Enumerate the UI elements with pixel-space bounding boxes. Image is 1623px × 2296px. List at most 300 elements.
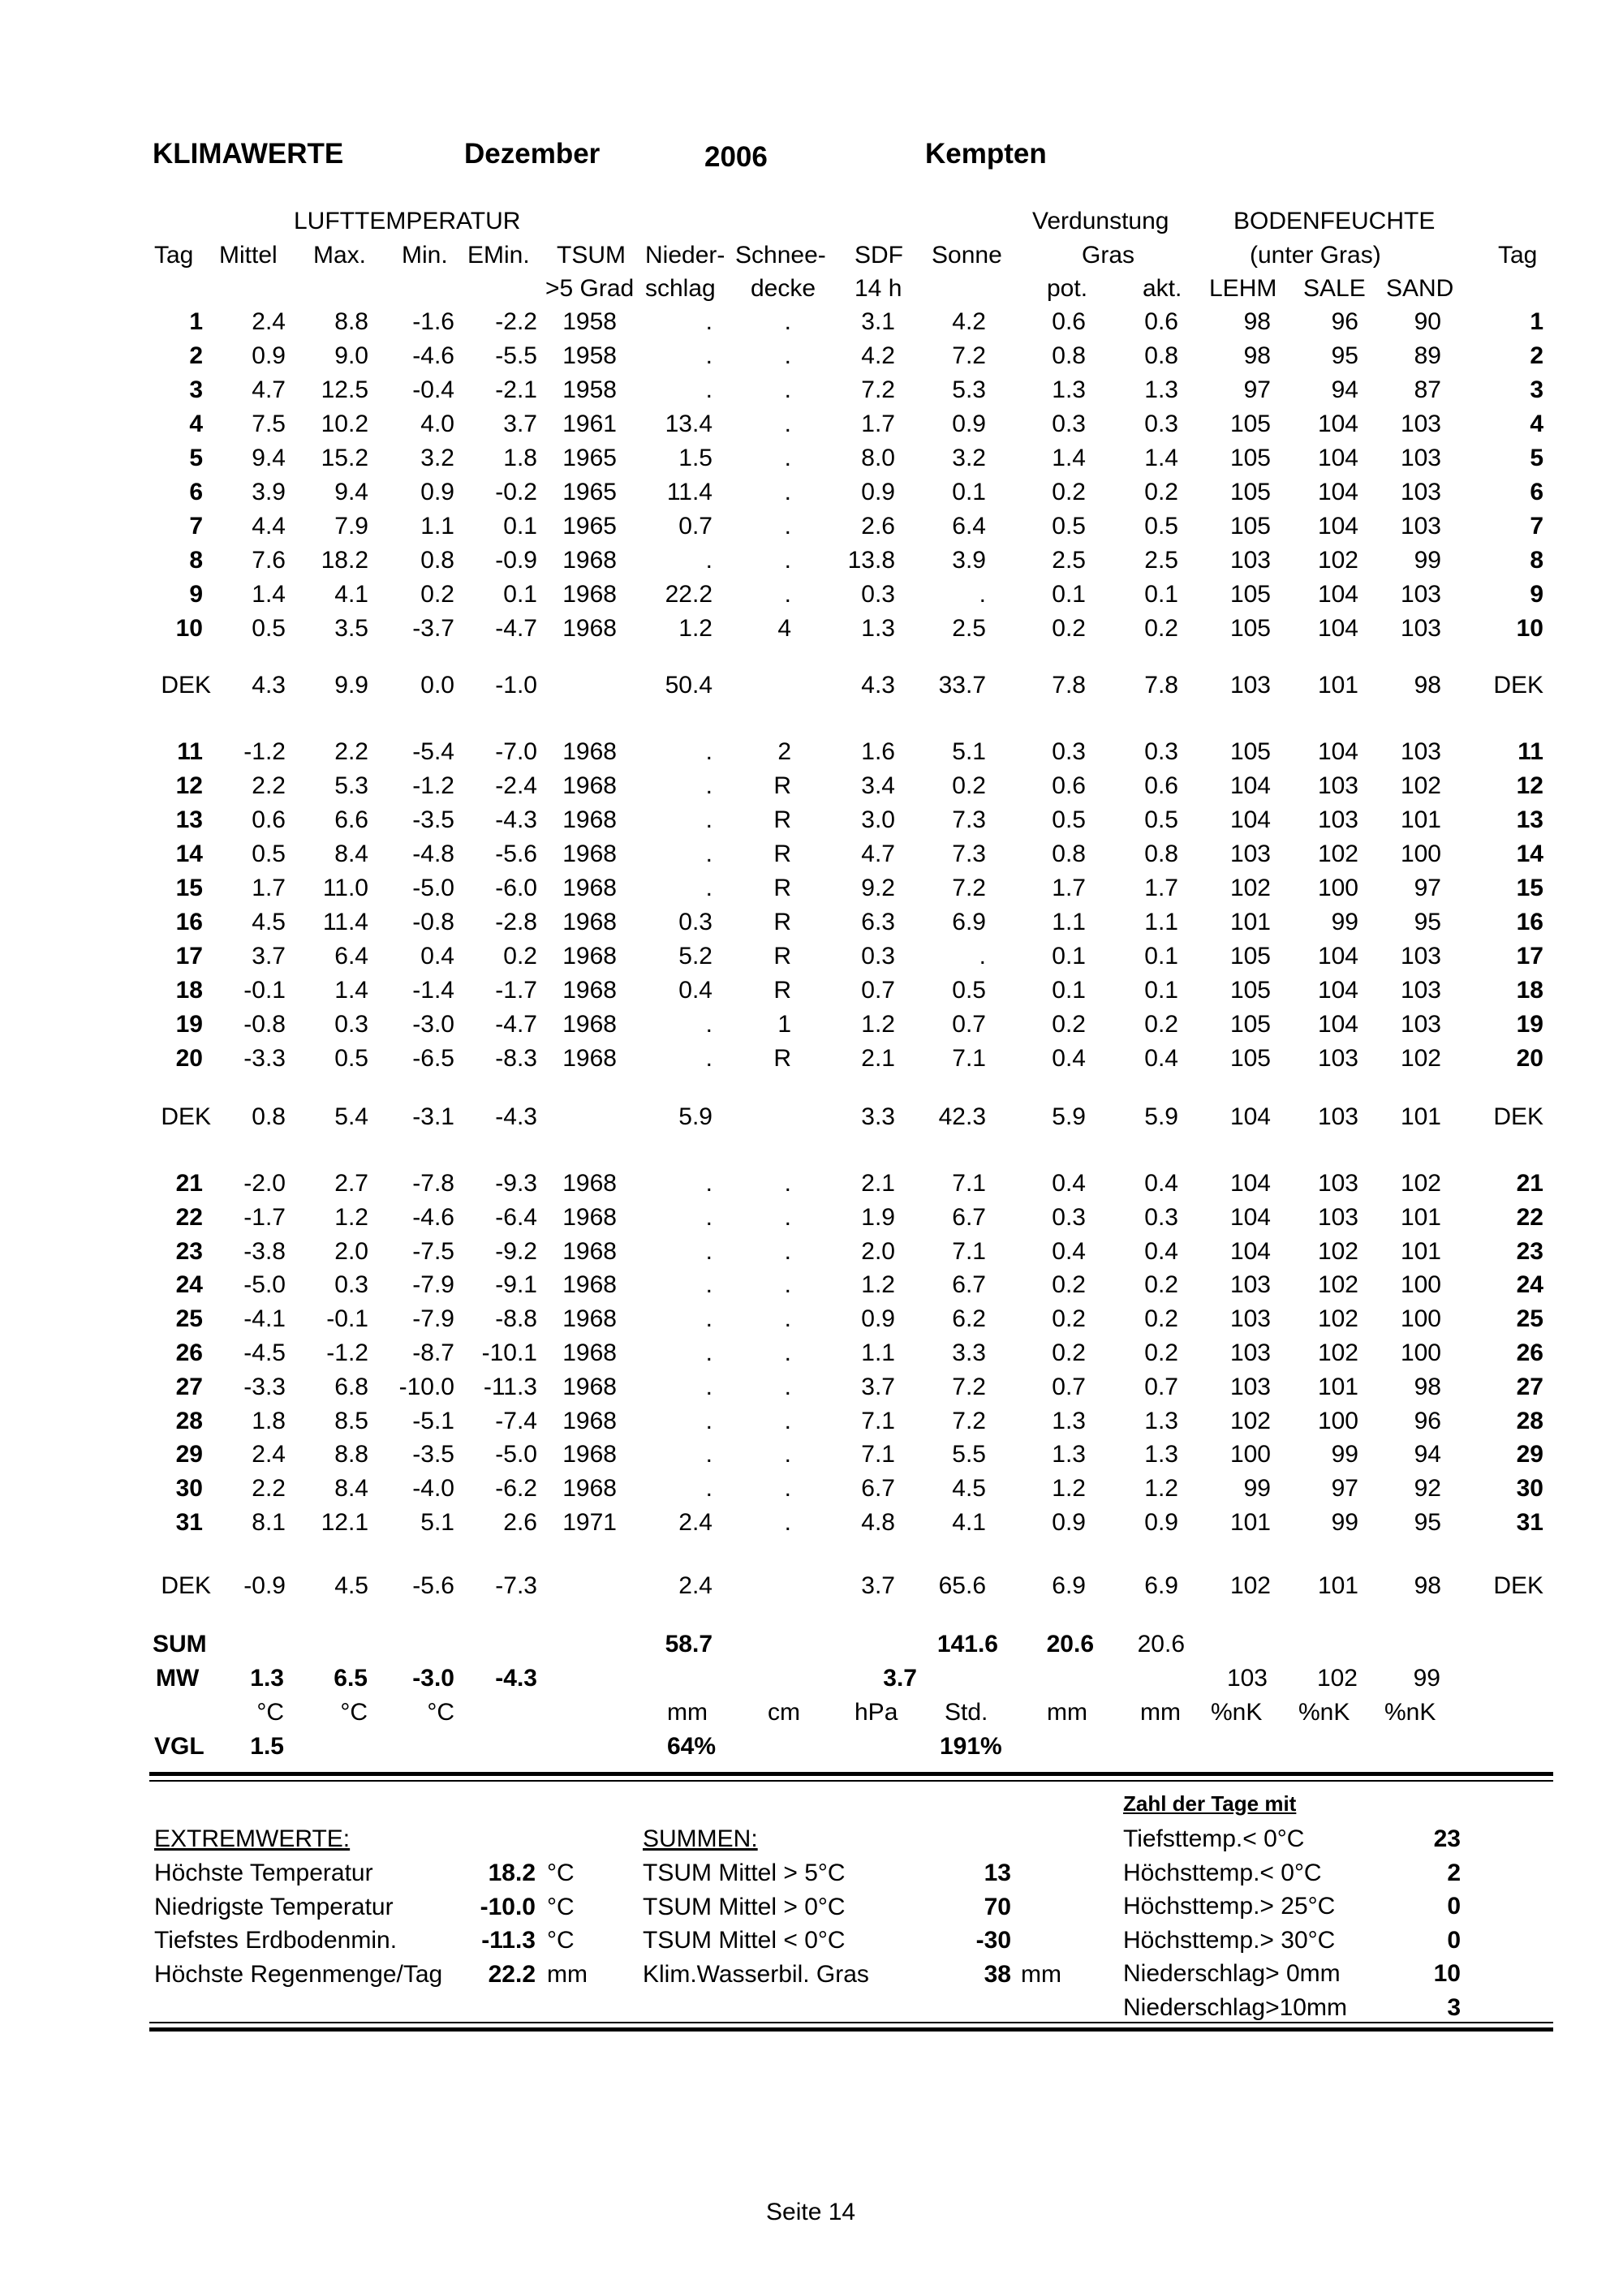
day-row-14-emin: -4.3: [495, 806, 537, 833]
day-row-15-pot: 0.8: [1052, 841, 1086, 867]
day-row-12-lehm: 105: [1229, 738, 1271, 765]
day-row-26-lehm: 103: [1229, 1271, 1271, 1299]
extrem-unit-3: °C: [547, 1927, 575, 1954]
day-row-21-year: 1968: [562, 1045, 617, 1072]
day-row-18-lehm: 105: [1229, 943, 1271, 970]
day-row-9-emin: 0.1: [503, 581, 537, 608]
dek-row-11-tag: DEK: [161, 672, 211, 699]
mw-emin: -4.3: [495, 1665, 537, 1692]
day-row-7-sonne: 6.4: [952, 513, 986, 540]
day-row-23-sdf: 2.1: [861, 1170, 895, 1197]
day-row-29-sand: 98: [1414, 1373, 1441, 1400]
day-row-23-sonne: 7.1: [952, 1170, 986, 1197]
day-row-17-pot: 1.1: [1052, 909, 1086, 935]
day-row-14-nieder: .: [705, 806, 712, 833]
tage-label-2: Höchsttemp.< 0°C: [1123, 1859, 1322, 1886]
dek-row-22-sand: 101: [1400, 1103, 1441, 1130]
day-row-6-lehm: 105: [1229, 479, 1271, 505]
dek-row-11-pot: 7.8: [1052, 672, 1086, 699]
day-row-1-lehm: 98: [1243, 308, 1271, 335]
extrem-label-3: Tiefstes Erdbodenmin.: [154, 1927, 398, 1954]
day-row-24-tag-right: 22: [1516, 1203, 1543, 1231]
day-row-26-mittel: -5.0: [243, 1271, 286, 1299]
summen-label-4: Klim.Wasserbil. Gras: [643, 1960, 869, 1988]
day-row-14-sand: 101: [1400, 806, 1441, 833]
day-row-16-year: 1968: [562, 875, 617, 901]
day-row-1-sale: 96: [1331, 308, 1358, 335]
day-row-24-sdf: 1.9: [861, 1203, 895, 1231]
day-row-27-max: -0.1: [326, 1305, 368, 1333]
header-bodenfeuchte: BODENFEUCHTE: [1233, 208, 1436, 234]
day-row-28-tag-right: 26: [1516, 1339, 1543, 1366]
day-row-32-mittel: 2.2: [252, 1475, 286, 1503]
summen-unit-4: mm: [1021, 1960, 1061, 1988]
day-row-14-sonne: 7.3: [952, 806, 986, 833]
day-row-9-lehm: 105: [1229, 581, 1271, 608]
day-row-15-tag-right: 14: [1516, 841, 1543, 867]
day-row-33-sand: 95: [1414, 1509, 1441, 1536]
unit-lehm: %nK: [1211, 1699, 1263, 1726]
day-row-33-tag: 31: [175, 1509, 203, 1536]
day-row-3-sand: 87: [1414, 376, 1441, 403]
day-row-33-pot: 0.9: [1052, 1509, 1086, 1536]
day-row-6-mittel: 3.9: [252, 479, 286, 505]
day-row-23-tag-right: 21: [1516, 1170, 1543, 1197]
day-row-28-lehm: 103: [1229, 1339, 1271, 1366]
day-row-28-mittel: -4.5: [243, 1339, 286, 1366]
day-row-1-min: -1.6: [412, 308, 454, 335]
day-row-5-sonne: 3.2: [952, 445, 986, 471]
day-row-24-pot: 0.3: [1052, 1203, 1086, 1231]
day-row-7-nieder: 0.7: [678, 513, 712, 540]
day-row-31-emin: -5.0: [495, 1441, 537, 1468]
day-row-31-sand: 94: [1414, 1441, 1441, 1468]
day-row-2-sonne: 7.2: [952, 342, 986, 369]
day-row-5-year: 1965: [562, 445, 617, 471]
day-row-3-min: -0.4: [412, 376, 454, 403]
day-row-17-max: 11.4: [322, 909, 368, 935]
day-row-27-min: -7.9: [412, 1305, 454, 1333]
day-row-21-max: 0.5: [334, 1045, 368, 1072]
day-row-30-sand: 96: [1414, 1407, 1441, 1434]
day-row-14-schnee: R: [773, 806, 791, 833]
unit-sonne: Std.: [945, 1699, 988, 1726]
unit-nieder: mm: [667, 1699, 708, 1726]
day-row-29-pot: 0.7: [1052, 1373, 1086, 1400]
day-row-6-sale: 104: [1317, 479, 1358, 505]
day-row-30-min: -5.1: [412, 1407, 454, 1434]
day-row-5-schnee: .: [784, 445, 791, 471]
day-row-28-emin: -10.1: [481, 1339, 537, 1366]
day-row-32-min: -4.0: [412, 1475, 454, 1503]
day-row-15-sand: 100: [1400, 841, 1441, 867]
day-row-7-tag-right: 7: [1530, 513, 1543, 540]
day-row-18-sale: 104: [1317, 943, 1358, 970]
dek-row-22-sonne: 42.3: [938, 1103, 986, 1130]
day-row-16-nieder: .: [705, 875, 712, 901]
day-row-33-year: 1971: [562, 1509, 617, 1536]
day-row-26-schnee: .: [784, 1271, 791, 1299]
day-row-25-pot: 0.4: [1052, 1237, 1086, 1265]
tage-value-5: 10: [1433, 1960, 1461, 1987]
header-lehm: LEHM: [1209, 275, 1277, 302]
day-row-13-sonne: 0.2: [952, 772, 986, 799]
day-row-19-pot: 0.1: [1052, 977, 1086, 1004]
day-row-9-schnee: .: [784, 581, 791, 608]
day-row-7-sdf: 2.6: [861, 513, 895, 540]
day-row-4-sand: 103: [1400, 411, 1441, 437]
day-row-32-sale: 97: [1331, 1475, 1358, 1503]
day-row-10-pot: 0.2: [1052, 615, 1086, 642]
day-row-29-tag-right: 27: [1516, 1373, 1543, 1400]
day-row-7-min: 1.1: [420, 513, 454, 540]
day-row-19-akt: 0.1: [1144, 977, 1178, 1004]
day-row-5-lehm: 105: [1229, 445, 1271, 471]
day-row-10-akt: 0.2: [1144, 615, 1178, 642]
day-row-14-lehm: 104: [1229, 806, 1271, 833]
dek-row-11-sale: 101: [1317, 672, 1358, 699]
day-row-31-tag: 29: [175, 1441, 203, 1468]
day-row-33-max: 12.1: [321, 1509, 368, 1536]
day-row-19-nieder: 0.4: [678, 977, 712, 1004]
day-row-2-sand: 89: [1414, 342, 1441, 369]
dek-row-11-akt: 7.8: [1144, 672, 1178, 699]
day-row-27-pot: 0.2: [1052, 1305, 1086, 1333]
day-row-10-schnee: 4: [777, 615, 791, 642]
day-row-12-emin: -7.0: [495, 738, 537, 765]
day-row-28-max: -1.2: [326, 1339, 368, 1366]
day-row-18-nieder: 5.2: [678, 943, 712, 970]
day-row-6-sand: 103: [1400, 479, 1441, 505]
day-row-25-schnee: .: [784, 1237, 791, 1265]
header-sale: SALE: [1303, 275, 1366, 302]
day-row-21-sdf: 2.1: [861, 1045, 895, 1072]
extrem-unit-4: mm: [547, 1960, 588, 1988]
day-row-26-sand: 100: [1400, 1271, 1441, 1299]
title-year: 2006: [704, 141, 768, 173]
day-row-24-mittel: -1.7: [243, 1203, 286, 1231]
day-row-18-tag-right: 17: [1516, 943, 1543, 970]
day-row-2-nieder: .: [705, 342, 712, 369]
title-month: Dezember: [464, 138, 601, 170]
day-row-20-sale: 104: [1317, 1011, 1358, 1038]
dek-row-34-max: 4.5: [334, 1572, 368, 1599]
day-row-29-lehm: 103: [1229, 1373, 1271, 1400]
day-row-19-sale: 104: [1317, 977, 1358, 1004]
day-row-15-lehm: 103: [1229, 841, 1271, 867]
day-row-21-min: -6.5: [412, 1045, 454, 1072]
dek-row-34-sdf: 3.7: [861, 1572, 895, 1599]
day-row-8-year: 1968: [562, 547, 617, 574]
day-row-10-sonne: 2.5: [952, 615, 986, 642]
dek-row-22-emin: -4.3: [495, 1103, 537, 1130]
extrem-label-1: Höchste Temperatur: [154, 1860, 373, 1886]
day-row-25-min: -7.5: [412, 1237, 454, 1265]
day-row-5-sale: 104: [1317, 445, 1358, 471]
day-row-17-year: 1968: [562, 909, 617, 935]
header-pot: pot.: [1047, 275, 1088, 302]
day-row-14-min: -3.5: [412, 806, 454, 833]
day-row-2-lehm: 98: [1243, 342, 1271, 369]
day-row-7-year: 1965: [562, 513, 617, 540]
day-row-4-pot: 0.3: [1052, 411, 1086, 437]
day-row-18-pot: 0.1: [1052, 943, 1086, 970]
day-row-24-nieder: .: [705, 1203, 712, 1231]
day-row-24-max: 1.2: [334, 1203, 368, 1231]
dek-row-22-max: 5.4: [334, 1103, 368, 1130]
day-row-23-schnee: .: [784, 1170, 791, 1197]
header-sonne: Sonne: [932, 242, 1002, 269]
extrem-value-4: 22.2: [488, 1960, 536, 1988]
extrem-label-4: Höchste Regenmenge/Tag: [154, 1960, 443, 1988]
day-row-30-lehm: 102: [1229, 1407, 1271, 1434]
vgl-sonne: 191%: [940, 1733, 1002, 1760]
day-row-21-lehm: 105: [1229, 1045, 1271, 1072]
day-row-26-nieder: .: [705, 1271, 712, 1299]
day-row-17-sale: 99: [1331, 909, 1358, 935]
mw-mittel: 1.3: [250, 1665, 284, 1692]
day-row-15-sdf: 4.7: [861, 841, 895, 867]
day-row-8-pot: 2.5: [1052, 547, 1086, 574]
day-row-13-emin: -2.4: [495, 772, 537, 799]
day-row-23-lehm: 104: [1229, 1170, 1271, 1197]
day-row-18-min: 0.4: [420, 943, 454, 970]
dek-row-11-sand: 98: [1414, 672, 1441, 699]
day-row-16-tag: 15: [175, 875, 203, 901]
day-row-29-sonne: 7.2: [952, 1373, 986, 1400]
day-row-1-sand: 90: [1414, 308, 1441, 335]
day-row-8-min: 0.8: [420, 547, 454, 574]
day-row-7-sand: 103: [1400, 513, 1441, 540]
day-row-19-sonne: 0.5: [952, 977, 986, 1004]
day-row-14-akt: 0.5: [1144, 806, 1178, 833]
summen-value-2: 70: [984, 1893, 1011, 1920]
dek-row-11-max: 9.9: [334, 672, 368, 699]
day-row-19-max: 1.4: [334, 977, 368, 1004]
day-row-14-sale: 103: [1317, 806, 1358, 833]
dek-row-34-tag-right: DEK: [1493, 1572, 1543, 1599]
mw-sale: 102: [1316, 1665, 1358, 1692]
day-row-31-sonne: 5.5: [952, 1441, 986, 1468]
day-row-29-year: 1968: [562, 1373, 617, 1400]
day-row-30-schnee: .: [784, 1407, 791, 1434]
day-row-10-sdf: 1.3: [861, 615, 895, 642]
day-row-27-tag-right: 25: [1516, 1305, 1543, 1333]
day-row-8-akt: 2.5: [1144, 547, 1178, 574]
day-row-20-sand: 103: [1400, 1011, 1441, 1038]
header-decke: decke: [751, 275, 816, 302]
day-row-19-sdf: 0.7: [861, 977, 895, 1004]
day-row-8-sale: 102: [1317, 547, 1358, 574]
day-row-3-max: 12.5: [321, 376, 368, 403]
extrem-value-3: -11.3: [481, 1927, 536, 1954]
day-row-1-tag: 1: [189, 308, 203, 335]
day-row-23-akt: 0.4: [1144, 1170, 1178, 1197]
day-row-3-akt: 1.3: [1144, 376, 1178, 403]
day-row-25-nieder: .: [705, 1237, 712, 1265]
header-emin: EMin.: [467, 242, 530, 269]
day-row-8-sdf: 13.8: [847, 547, 895, 574]
day-row-25-lehm: 104: [1229, 1237, 1271, 1265]
tage-label-4: Höchsttemp.> 30°C: [1123, 1926, 1336, 1954]
day-row-8-schnee: .: [784, 547, 791, 574]
day-row-8-sand: 99: [1414, 547, 1441, 574]
sum-akt: 20.6: [1137, 1631, 1185, 1658]
day-row-21-schnee: R: [773, 1045, 791, 1072]
day-row-12-year: 1968: [562, 738, 617, 765]
day-row-12-sdf: 1.6: [861, 738, 895, 765]
day-row-2-tag-right: 2: [1530, 342, 1543, 369]
day-row-20-emin: -4.7: [495, 1011, 537, 1038]
summen-value-3: -30: [975, 1927, 1011, 1954]
divider-bottom-1: [149, 2022, 1553, 2023]
day-row-26-sdf: 1.2: [861, 1271, 895, 1299]
day-row-17-nieder: 0.3: [678, 909, 712, 935]
day-row-31-akt: 1.3: [1144, 1441, 1178, 1468]
day-row-21-tag-right: 20: [1516, 1045, 1543, 1072]
day-row-4-lehm: 105: [1229, 411, 1271, 437]
dek-row-34-sonne: 65.6: [938, 1572, 986, 1599]
day-row-5-sand: 103: [1400, 445, 1441, 471]
day-row-28-min: -8.7: [412, 1339, 454, 1366]
day-row-18-sonne: .: [979, 943, 986, 970]
dek-row-11-min: 0.0: [420, 672, 454, 699]
day-row-4-akt: 0.3: [1144, 411, 1178, 437]
unit-akt: mm: [1140, 1699, 1181, 1726]
day-row-26-sonne: 6.7: [952, 1271, 986, 1299]
title-station: Kempten: [925, 138, 1047, 170]
day-row-9-sdf: 0.3: [861, 581, 895, 608]
day-row-7-pot: 0.5: [1052, 513, 1086, 540]
day-row-7-tag: 7: [189, 513, 203, 540]
day-row-21-akt: 0.4: [1144, 1045, 1178, 1072]
day-row-32-nieder: .: [705, 1475, 712, 1503]
day-row-21-sale: 103: [1317, 1045, 1358, 1072]
day-row-3-emin: -2.1: [495, 376, 537, 403]
day-row-23-mittel: -2.0: [243, 1170, 286, 1197]
day-row-16-schnee: R: [773, 875, 791, 901]
day-row-12-sale: 104: [1317, 738, 1358, 765]
day-row-13-max: 5.3: [334, 772, 368, 799]
day-row-16-sand: 97: [1414, 875, 1441, 901]
header-nieder: Nieder-: [645, 242, 725, 269]
day-row-26-tag: 24: [175, 1271, 203, 1299]
day-row-27-sdf: 0.9: [861, 1305, 895, 1333]
day-row-3-nieder: .: [705, 376, 712, 403]
day-row-33-lehm: 101: [1229, 1509, 1271, 1536]
day-row-16-emin: -6.0: [495, 875, 537, 901]
day-row-5-tag: 5: [189, 445, 203, 471]
day-row-26-pot: 0.2: [1052, 1271, 1086, 1299]
day-row-12-akt: 0.3: [1144, 738, 1178, 765]
day-row-32-emin: -6.2: [495, 1475, 537, 1503]
day-row-27-sonne: 6.2: [952, 1305, 986, 1333]
day-row-21-sand: 102: [1400, 1045, 1441, 1072]
day-row-13-sale: 103: [1317, 772, 1358, 799]
page-number: Seite 14: [766, 2199, 856, 2225]
day-row-4-sale: 104: [1317, 411, 1358, 437]
day-row-9-sale: 104: [1317, 581, 1358, 608]
dek-row-11-sonne: 33.7: [938, 672, 986, 699]
day-row-25-akt: 0.4: [1144, 1237, 1178, 1265]
day-row-27-emin: -8.8: [495, 1305, 537, 1333]
day-row-32-sonne: 4.5: [952, 1475, 986, 1503]
day-row-4-emin: 3.7: [503, 411, 537, 437]
day-row-18-max: 6.4: [334, 943, 368, 970]
day-row-18-sdf: 0.3: [861, 943, 895, 970]
day-row-13-mittel: 2.2: [252, 772, 286, 799]
header-max: Max.: [313, 242, 367, 269]
day-row-8-tag-right: 8: [1530, 547, 1543, 574]
day-row-21-pot: 0.4: [1052, 1045, 1086, 1072]
dek-row-34-lehm: 102: [1229, 1572, 1271, 1599]
day-row-32-tag-right: 30: [1516, 1475, 1543, 1503]
day-row-17-sdf: 6.3: [861, 909, 895, 935]
day-row-15-tag: 14: [175, 841, 203, 867]
tage-title: Zahl der Tage mit: [1123, 1791, 1297, 1816]
day-row-29-mittel: -3.3: [243, 1373, 286, 1400]
header-akt: akt.: [1143, 275, 1182, 302]
day-row-12-max: 2.2: [334, 738, 368, 765]
day-row-3-sale: 94: [1331, 376, 1358, 403]
day-row-21-sonne: 7.1: [952, 1045, 986, 1072]
day-row-23-emin: -9.3: [495, 1170, 537, 1197]
day-row-28-sale: 102: [1317, 1339, 1358, 1366]
day-row-27-lehm: 103: [1229, 1305, 1271, 1333]
day-row-4-max: 10.2: [321, 411, 368, 437]
day-row-29-sale: 101: [1317, 1373, 1358, 1400]
day-row-15-sonne: 7.3: [952, 841, 986, 867]
day-row-18-tag: 17: [175, 943, 203, 970]
day-row-25-year: 1968: [562, 1237, 617, 1265]
day-row-14-sdf: 3.0: [861, 806, 895, 833]
dek-row-11-emin: -1.0: [495, 672, 537, 699]
dek-row-11-mittel: 4.3: [252, 672, 286, 699]
tage-label-6: Niederschlag>10mm: [1123, 1993, 1347, 2021]
day-row-17-tag: 16: [175, 909, 203, 935]
header-sand: SAND: [1386, 275, 1454, 302]
day-row-24-schnee: .: [784, 1203, 791, 1231]
tage-value-3: 0: [1447, 1893, 1461, 1920]
day-row-28-akt: 0.2: [1144, 1339, 1178, 1366]
day-row-10-lehm: 105: [1229, 615, 1271, 642]
day-row-24-emin: -6.4: [495, 1203, 537, 1231]
day-row-6-min: 0.9: [420, 479, 454, 505]
day-row-5-nieder: 1.5: [678, 445, 712, 471]
day-row-20-nieder: .: [705, 1011, 712, 1038]
dek-row-11-tag-right: DEK: [1493, 672, 1543, 699]
day-row-13-pot: 0.6: [1052, 772, 1086, 799]
day-row-2-schnee: .: [784, 342, 791, 369]
dek-row-34-sale: 101: [1317, 1572, 1358, 1599]
day-row-14-pot: 0.5: [1052, 806, 1086, 833]
day-row-33-emin: 2.6: [503, 1509, 537, 1536]
day-row-9-tag: 9: [189, 581, 203, 608]
sum-nieder: 58.7: [665, 1631, 712, 1658]
day-row-13-sand: 102: [1400, 772, 1441, 799]
day-row-4-schnee: .: [784, 411, 791, 437]
day-row-6-sonne: 0.1: [952, 479, 986, 505]
summen-label-1: TSUM Mittel > 5°C: [643, 1860, 846, 1886]
day-row-33-min: 5.1: [420, 1509, 454, 1536]
dek-row-22-mittel: 0.8: [252, 1103, 286, 1130]
day-row-18-mittel: 3.7: [252, 943, 286, 970]
day-row-28-schnee: .: [784, 1339, 791, 1366]
day-row-33-sonne: 4.1: [952, 1509, 986, 1536]
day-row-6-max: 9.4: [334, 479, 368, 505]
vgl-mittel: 1.5: [250, 1733, 284, 1760]
header-tsum: TSUM: [557, 242, 626, 269]
